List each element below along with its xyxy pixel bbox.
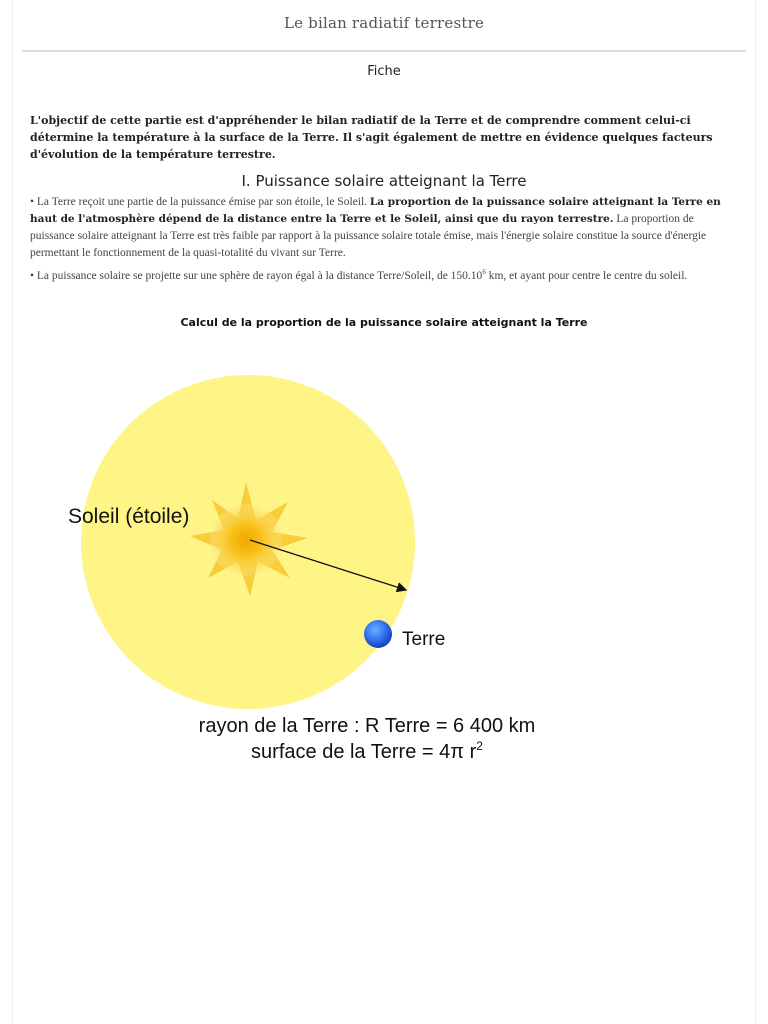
paragraph-1-bold: La proportion de la puissance solaire atteignant la Terre en haut de l'atmosphère dépend de la distance entre la Terre et le Soleil, ainsi que du rayon terrestre. (30, 196, 721, 225)
intro-paragraph: L'objectif de cette partie est d'appréhender le bilan radiatif de la Terre et de comprendre comment celui-ci détermine la température à la surface de la Terre. Il s'agit également de mettre en évidence quelques facteurs d'évolution de la température terrestre. (30, 114, 713, 161)
paragraph-2-text-a: • La puissance solaire se projette sur une sphère de rayon égal à la distance Terre/Soleil, de 150.10 (30, 270, 483, 282)
paragraph-1-text-b: La proportion de puissance solaire atteignant la Terre est très faible par rapport à la puissance solaire totale émise, mais l'énergie solaire constitue la source d'énergie permettant le fonctionnement de la quasi-totalité du vivant sur Terre. (30, 213, 707, 259)
figure-caption: Calcul de la proportion de la puissance solaire atteignant la Terre (180, 316, 588, 329)
paragraph-1-text-a: • La Terre reçoit une partie de la puissance émise par son étoile, le Soleil. (30, 196, 370, 208)
sun-earth-diagram (0, 340, 768, 780)
earth-radius-text: rayon de la Terre : R Terre = 6 400 km (198, 715, 536, 737)
page-subtitle: Fiche (367, 64, 401, 79)
earth-surface-exponent: 2 (476, 739, 483, 753)
paragraph-1 (30, 194, 734, 262)
page-title: Le bilan radiatif terrestre (283, 14, 485, 32)
paragraph-2 (30, 268, 734, 285)
header-divider (22, 50, 746, 52)
earth-surface-formula: surface de la Terre = 4π r (251, 741, 477, 763)
sun-label: Soleil (étoile) (68, 505, 190, 528)
paragraph-2-text-b: km, et ayant pour centre le centre du soleil. (485, 270, 688, 282)
earth-surface-text (251, 739, 483, 763)
earth-icon (364, 620, 392, 648)
paragraph-2-exponent: 6 (482, 268, 486, 277)
earth-label: Terre (402, 629, 446, 650)
section-heading: I. Puissance solaire atteignant la Terre (241, 172, 527, 190)
